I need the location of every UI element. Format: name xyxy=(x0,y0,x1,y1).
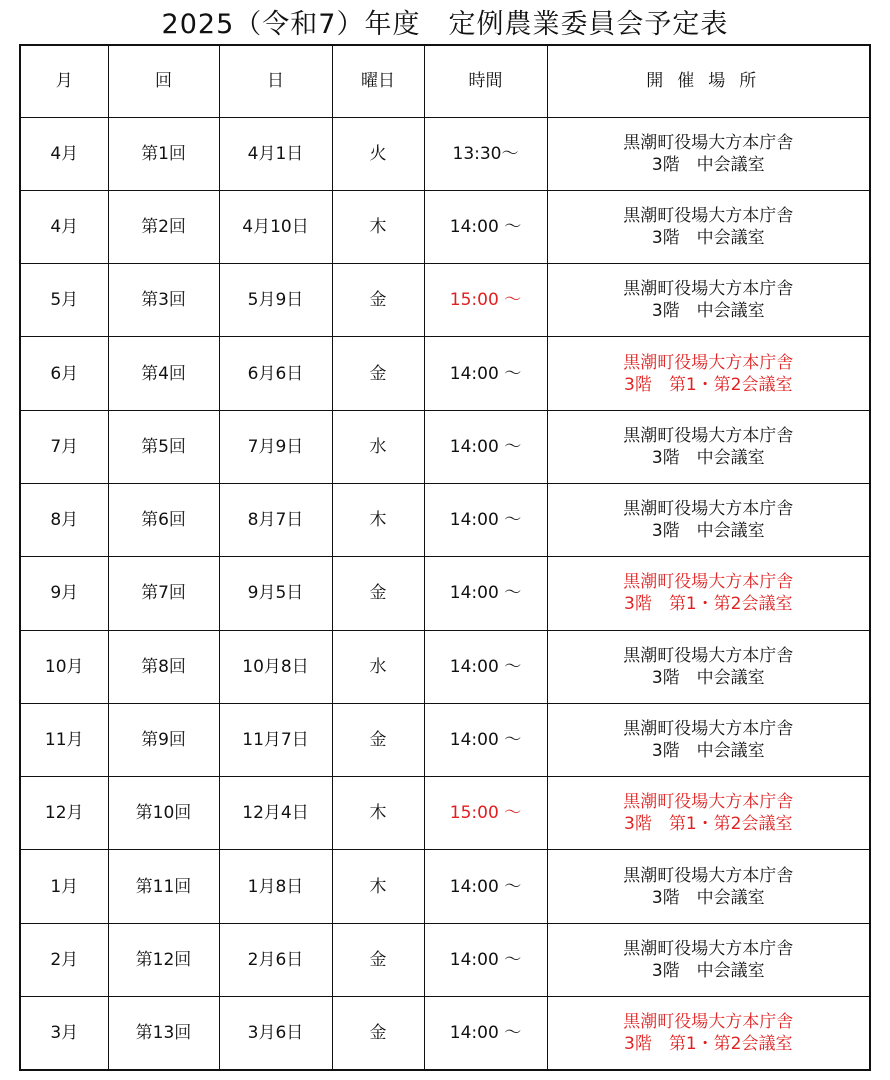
cell-date: 9月5日 xyxy=(219,557,332,630)
cell-month: 6月 xyxy=(20,337,108,410)
table-row xyxy=(20,703,870,776)
page-title: 2025（令和7）年度 定例農業委員会予定表 xyxy=(161,9,729,40)
cell-month: 11月 xyxy=(20,703,108,776)
header-round: 回 xyxy=(108,45,219,117)
cell-place xyxy=(547,850,870,923)
table-row xyxy=(20,997,870,1070)
cell-time: 14:00 ～ xyxy=(424,557,547,630)
cell-weekday: 金 xyxy=(332,997,424,1070)
cell-round: 第11回 xyxy=(108,850,219,923)
place-building: 黒潮町役場大方本庁舎 xyxy=(623,645,794,666)
cell-month: 5月 xyxy=(20,264,108,337)
place-building: 黒潮町役場大方本庁舎 xyxy=(623,279,794,300)
cell-place xyxy=(547,337,870,410)
table-row xyxy=(20,777,870,850)
cell-weekday: 木 xyxy=(332,483,424,556)
cell-month: 12月 xyxy=(20,777,108,850)
place-building: 黒潮町役場大方本庁舎 xyxy=(623,132,794,153)
cell-round: 第2回 xyxy=(108,190,219,263)
cell-date: 7月9日 xyxy=(219,410,332,483)
cell-weekday: 金 xyxy=(332,923,424,996)
cell-date: 8月7日 xyxy=(219,483,332,556)
cell-date: 3月6日 xyxy=(219,997,332,1070)
cell-round: 第8回 xyxy=(108,630,219,703)
header-weekday: 曜日 xyxy=(332,45,424,117)
place-room: 3階 中会議室 xyxy=(651,521,765,542)
cell-place xyxy=(547,483,870,556)
cell-round: 第1回 xyxy=(108,117,219,190)
table-row xyxy=(20,850,870,923)
cell-date: 5月9日 xyxy=(219,264,332,337)
cell-weekday: 金 xyxy=(332,337,424,410)
cell-date: 1月8日 xyxy=(219,850,332,923)
cell-round: 第6回 xyxy=(108,483,219,556)
place-room: 3階 第1・第2会議室 xyxy=(624,1034,793,1055)
cell-date: 4月1日 xyxy=(219,117,332,190)
cell-place xyxy=(547,923,870,996)
cell-weekday: 木 xyxy=(332,850,424,923)
header-row xyxy=(20,45,870,117)
cell-time: 14:00 ～ xyxy=(424,850,547,923)
cell-round: 第9回 xyxy=(108,703,219,776)
cell-time: 14:00 ～ xyxy=(424,410,547,483)
cell-weekday: 木 xyxy=(332,777,424,850)
table-row xyxy=(20,337,870,410)
table-row xyxy=(20,923,870,996)
cell-time: 14:00 ～ xyxy=(424,483,547,556)
cell-weekday: 水 xyxy=(332,410,424,483)
cell-month: 2月 xyxy=(20,923,108,996)
schedule-table xyxy=(19,44,871,1071)
place-room: 3階 中会議室 xyxy=(651,741,765,762)
place-building: 黒潮町役場大方本庁舎 xyxy=(623,352,794,373)
cell-round: 第12回 xyxy=(108,923,219,996)
cell-time: 13:30～ xyxy=(424,117,547,190)
table-row xyxy=(20,190,870,263)
place-building: 黒潮町役場大方本庁舎 xyxy=(623,499,794,520)
cell-place xyxy=(547,777,870,850)
cell-place xyxy=(547,557,870,630)
place-room: 3階 第1・第2会議室 xyxy=(624,374,793,395)
place-room: 3階 中会議室 xyxy=(651,960,765,981)
place-room: 3階 第1・第2会議室 xyxy=(624,594,793,615)
cell-month: 8月 xyxy=(20,483,108,556)
cell-round: 第7回 xyxy=(108,557,219,630)
place-building: 黒潮町役場大方本庁舎 xyxy=(623,792,794,813)
cell-month: 4月 xyxy=(20,190,108,263)
cell-weekday: 金 xyxy=(332,557,424,630)
table-row xyxy=(20,630,870,703)
place-room: 3階 中会議室 xyxy=(651,667,765,688)
cell-time: 14:00 ～ xyxy=(424,337,547,410)
place-building: 黒潮町役場大方本庁舎 xyxy=(623,572,794,593)
table-row xyxy=(20,264,870,337)
place-room: 3階 中会議室 xyxy=(651,447,765,468)
place-building: 黒潮町役場大方本庁舎 xyxy=(623,719,794,740)
cell-round: 第5回 xyxy=(108,410,219,483)
header-place: 開催場所 xyxy=(547,45,870,117)
cell-weekday: 金 xyxy=(332,703,424,776)
cell-round: 第4回 xyxy=(108,337,219,410)
cell-weekday: 木 xyxy=(332,190,424,263)
place-room: 3階 第1・第2会議室 xyxy=(624,814,793,835)
place-room: 3階 中会議室 xyxy=(651,887,765,908)
header-date: 日 xyxy=(219,45,332,117)
cell-place xyxy=(547,410,870,483)
cell-weekday: 水 xyxy=(332,630,424,703)
cell-month: 7月 xyxy=(20,410,108,483)
cell-date: 11月7日 xyxy=(219,703,332,776)
cell-place xyxy=(547,264,870,337)
table-row xyxy=(20,410,870,483)
cell-place xyxy=(547,190,870,263)
cell-place xyxy=(547,997,870,1070)
cell-date: 2月6日 xyxy=(219,923,332,996)
cell-weekday: 火 xyxy=(332,117,424,190)
cell-time: 15:00 ～ xyxy=(424,777,547,850)
place-building: 黒潮町役場大方本庁舎 xyxy=(623,205,794,226)
place-building: 黒潮町役場大方本庁舎 xyxy=(623,1012,794,1033)
cell-place xyxy=(547,117,870,190)
cell-month: 9月 xyxy=(20,557,108,630)
cell-time: 14:00 ～ xyxy=(424,630,547,703)
cell-month: 10月 xyxy=(20,630,108,703)
cell-month: 3月 xyxy=(20,997,108,1070)
place-building: 黒潮町役場大方本庁舎 xyxy=(623,425,794,446)
cell-month: 1月 xyxy=(20,850,108,923)
cell-place xyxy=(547,630,870,703)
table-row xyxy=(20,117,870,190)
cell-round: 第13回 xyxy=(108,997,219,1070)
table-row xyxy=(20,557,870,630)
place-room: 3階 中会議室 xyxy=(651,227,765,248)
cell-time: 14:00 ～ xyxy=(424,997,547,1070)
place-room: 3階 中会議室 xyxy=(651,301,765,322)
header-month: 月 xyxy=(20,45,108,117)
cell-date: 6月6日 xyxy=(219,337,332,410)
place-room: 3階 中会議室 xyxy=(651,154,765,175)
cell-time: 14:00 ～ xyxy=(424,703,547,776)
header-time: 時間 xyxy=(424,45,547,117)
place-building: 黒潮町役場大方本庁舎 xyxy=(623,865,794,886)
cell-weekday: 金 xyxy=(332,264,424,337)
cell-round: 第3回 xyxy=(108,264,219,337)
cell-date: 10月8日 xyxy=(219,630,332,703)
cell-place xyxy=(547,703,870,776)
cell-date: 12月4日 xyxy=(219,777,332,850)
cell-time: 14:00 ～ xyxy=(424,923,547,996)
cell-month: 4月 xyxy=(20,117,108,190)
cell-round: 第10回 xyxy=(108,777,219,850)
cell-time: 15:00 ～ xyxy=(424,264,547,337)
place-building: 黒潮町役場大方本庁舎 xyxy=(623,938,794,959)
table-row xyxy=(20,483,870,556)
cell-date: 4月10日 xyxy=(219,190,332,263)
cell-time: 14:00 ～ xyxy=(424,190,547,263)
